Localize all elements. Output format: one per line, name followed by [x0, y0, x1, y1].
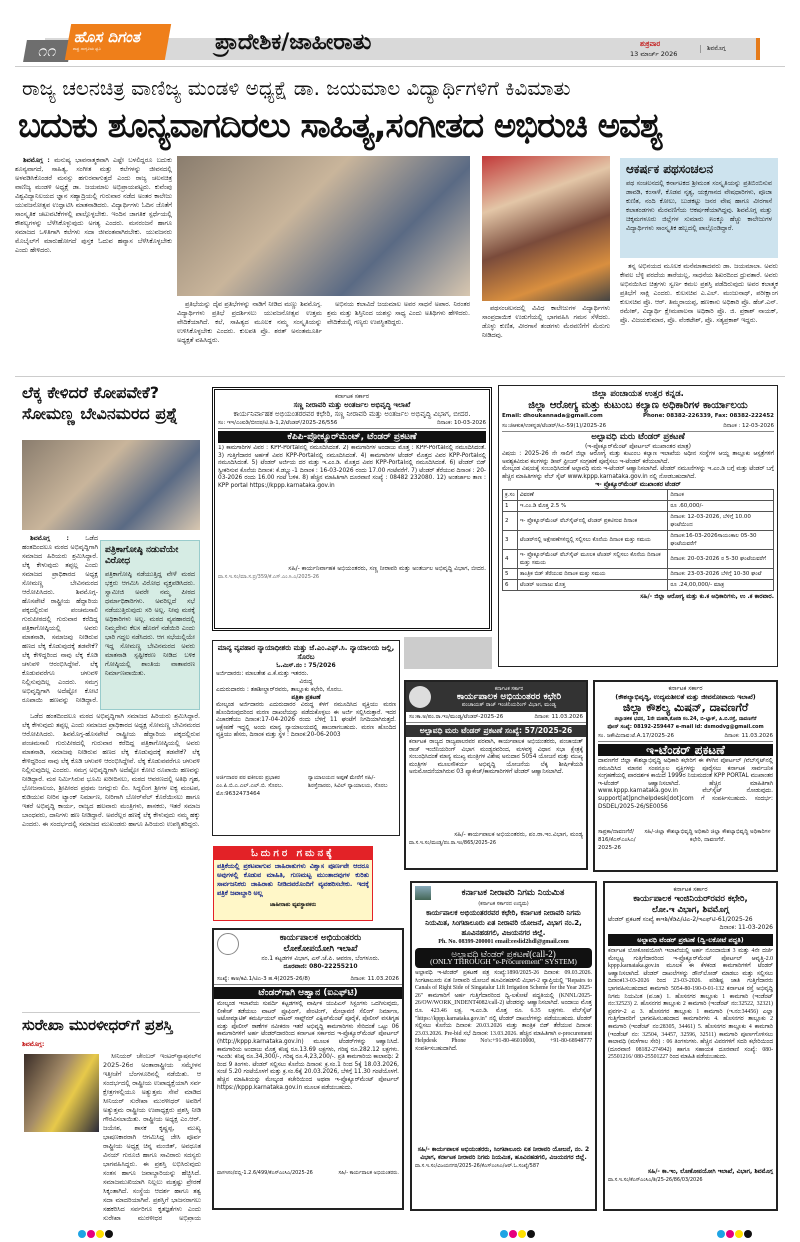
story3-headline: ಸುರೇಖಾ ಮುರಳೀಧರ್‌ಗೆ ಪ್ರಶಸ್ತಿ [22, 1016, 173, 1034]
ad-title: ಅಲ್ಪಾವಧಿ ಮರು ಟೆಂಡರ್ ಪ್ರಕಟಣೆ [591, 432, 685, 442]
table-row: 3 ಟೆಂಡರ್‌ನಲ್ಲಿ ಅಕ್ಷೇಪಣೆಗಳಿದ್ದಲ್ಲಿ ಸಲ್ಲಿಸಲು ಕೊನೆಯ ದಿನಾಂಕ ಮತ್ತು ಸಮಯ ದಿನಾಂಕ:16-03-2026ಸಾಯಂಕಾಲ 05-30 ಘಂಟೆಯವರೆಗೆ [503, 531, 774, 550]
karnataka-emblem-icon [217, 933, 239, 955]
ad-body: ದಾವಣಗೆರೆ ಜಿಲ್ಲಾ ಕೌಶಲ್ಯಾಭಿವೃದ್ಧಿ ಅಧಿಕಾರಿ ಕಛೇರಿಗೆ ಈ ಕೆಳಗಿನ ಪೋರ್ಟಲ್ /ವೆಬ್‌ಸೈಟ್‌ನಲ್ಲಿ ನಮೂದಿಸಿದ ಮಾನವ ಸಂಪನ್ಮೂಲ ವ್ಯಕ್ತಿಗಳನ್ನು ಪೂರೈಸಲು ಕರ್ನಾಟಕ ಸಾರ್ವಜನಿಕ ಸಂಗ್ರಹಣೆಯಲ್ಲಿ ಪಾರದರ್ಶಕ ಕಾಯಿದೆ 1999ರ ನಿಯಮದಂತೆ KPP PORTAL ಮುಖಾಂತರ ಇ-ಟೆಂಡರ್ ಆಹ್ವಾನಿಸಲಾಗಿದೆ. ಹೆಚ್ಚಿನ ಮಾಹಿತಿಗಾಗಿ www.kppp.karnataka.gov.in ವೆಬ್‌ಸೈಟ್ ನೋಡುವುದು. support[at]pnchelpdesk[dot]com ಗೆ ಸಂಪರ್ಕಿಸಬಹುದು. ಸಂದರ್ಭ: DSDEL/2025-26/SE0056 [598, 758, 773, 810]
ad-signature: ಸಹಿ/- ಕಾ.ಇಂ, ಲೋಕೋಪಯೋಗಿ ಇಲಾಖೆ, ವಿಭಾಗ, ಶಿವಮೊಗ್ಗ [647, 1168, 773, 1175]
lead-caption-3: ಪಥಸಂಚಲನದಲ್ಲಿ ವಿವಿಧ ಕಾಲೇಜುಗಳ ವಿದ್ಯಾರ್ಥಿಗಳು ಸಾಂಪ್ರದಾಯಿಕ ಉಡುಗೆಯಲ್ಲಿ ಭಾಗವಹಿಸಿ ಗಮನ ಸೆಳೆದರು. ಡೊಳ್ಳು ಕುಣಿತ, ವೀರಗಾಸೆ ತಂಡಗಳು ಮೆರವಣಿಗೆಗೆ ಮೆರುಗು ನೀಡಿದವು. [482, 304, 610, 339]
sidebar-box-title: ಪತ್ರಿಕಾಗೋಷ್ಠಿ ನಡುವೆಯೇ ವಿರೋಧ [105, 545, 179, 566]
ad-gov: ಕರ್ನಾಟಕ ಸರ್ಕಾರ [673, 886, 708, 893]
ad-subtitle: (ಇ-ಪ್ರೊಕ್ಯೂರ್‌ಮೆಂಟ್ ಪೋರ್ಟಲ್ ಮುಖಾಂತರ ಮಾತ್ರ) [584, 443, 692, 450]
lead-body [15, 156, 172, 370]
sidebar-box-body: ಪತ್ರಿಕಾಗೋಷ್ಠಿ ನಡೆಯುತ್ತಿದ್ದ ವೇಳೆ ಮಠದ ಭಕ್ತರು ಆಗಮಿಸಿ ವಿರೋಧ ವ್ಯಕ್ತಪಡಿಸಿದರು. ಸ್ವಾಮೀಜಿ ಅವರೇ ನಮ್ಮ ಪೀಠದ ಧರ್ಮಾಧಿಕಾರಿಗಳು. ಅವರಿಲ್ಲದೆ ಸಭೆ ನಡೆಯುತ್ತಿರುವುದು ಸರಿ ಅಲ್ಲ. ನೀವು ಮಠಕ್ಕೆ ಅಧಿಕಾರಿಗಳು ಅಲ್ಲ. ಮಠದ ವ್ಯವಹಾರದಲ್ಲಿ ನಿಮ್ಮದೇನು ಕೆಲಸ ಹೊರಗೆ ನಡೆಯಿರಿ ಎಂದು ಭಾರಿ ಗದ್ದಲ ನಡೆಸಿದರು. ಆಗ ಸಭೆಯಲ್ಲಿಯೇ ಇದ್ದ ಸೋಮಣ್ಣ ಬೇವಿನಮರದ ಅವರು ಮಾತನಾಡಿ ಸ್ಪಷ್ಟೀಕರಣ ನೀಡಿದ ಬಳಿಕ ಗೋಷ್ಠಿಯಲ್ಲಿ ಶಾಂತಿಯ ವಾತಾವರಣ ನಿರ್ಮಾಣವಾಯಿತು. [105, 570, 195, 677]
lead-photo-procession [482, 156, 610, 301]
ad-org: ಕರ್ನಾಟಕ ನೀರಾವರಿ ನಿಗಮ ನಿಯಮಿತ [461, 887, 565, 898]
ad-office: ಕಾರ್ಯನಿರ್ವಾಹಕ ಅಭಿಯಂತರರವರ ಕಛೇರಿ, ಸಣ್ಣ ನೀರಾವರಿ ಮತ್ತು ಅಂತರ್ಜಲ ಅಭಿವೃದ್ಧಿ ವಿಭಾಗ, ಬೀದರ. [233, 410, 471, 418]
ad-body: ಕರ್ನಾಟಕ ರಾಜ್ಯದ ರಾಜ್ಯಪಾಲರವರ ಪರವಾಗಿ, ಕಾರ್ಯಪಾಲಕ ಅಭಿಯಂತರರು, ಪಂಚಾಯತ್ ರಾಜ್ ಇಂಜಿನಿಯರಿಂಗ್ ವಿಭಾಗ ಮಂಡ್ಯರವರಿಂದ, ಮಳವಳ್ಳಿ ವಿಧಾನ ಸಭಾ ಕ್ಷೇತ್ರಕ್ಕೆ ಸಂಬಂಧಿಸಿದಂತೆ ಮಾನ್ಯ ಮುಖ್ಯ ಮಂತ್ರಿಗಳ ವಿಶೇಷ ಅನುದಾನ 5054 ಯೋಜನೆ ಮತ್ತು ಮುಖ್ಯ ಮಂತ್ರಿಗಳ ಮೂಲಸೌಕರ್ಯ ಅಭಿವೃದ್ಧಿ ಯೋಜನೆಯ ಲೆಕ್ಕ ಶೀರ್ಷಿಕೆಯಡಿ ಅನುಮೋದನೆಯಾಗಿರುವ 03 ಪ್ಯಾಕೇಜ್/ಕಾಮಗಾರಿಗಳಿಗೆ ಟೆಂಡರ್ ಆಹ್ವಾನಿಸಲಾಗಿದೆ. [409, 739, 583, 776]
ad-body: ಮೇಲ್ಕಂಡ ಅರ್ಜಿದಾರರು ಎದುರುದಾರರ ವಿರುದ್ಧ ಕೆಳಗೆ ನಮೂದಿಸಿದ ವ್ಯಕ್ತಿಯು ಮರಣ ಹೊಂದಿರುವುದರಿಂದ ಮರಣ ದಾಖಲೆಯನ್ನು ಪಡೆದುಕೊಳ್ಳಲು ಈ ಅರ್ಜಿ ಸಲ್ಲಿಸಿರುತ್ತಾರೆ. ಇದರ ವಿಚಾರಣೆಯು ದಿನಾಂಕ:17-04-2026 ರಂದು ಬೆಳಿಗ್ಗೆ 11 ಘಂಟೆಗೆ ನಿಗದಿಯಾಗಿರುತ್ತದೆ. ಆಕ್ಷೇಪಣೆ ಇದ್ದಲ್ಲಿ ಅಂದು ಮಾನ್ಯ ನ್ಯಾಯಾಲಯದಲ್ಲಿ ಹಾಜರಾಗಬಹುದು. ಮರಣ ಹೊಂದಿದ ವ್ಯಕ್ತಿಯು ಹೆಸರು, ದಿನಾಂಕ ಮತ್ತು ಸ್ಥಳ : ದಿನಾಂಕ:20-06-2003 [216, 702, 396, 739]
ad-footer: ವಾ.ಸ.ಇ.ಸಂ/ಕೆಎಸ್ಎಂಸಿಎ/ಶಿ/25-26/86/03/2026 [608, 1177, 703, 1183]
ad-banner: ಕೆಪಿಪಿ-ಪ್ರೋಕ್ಯೂರ್‌ಮೆಂಟ್, ಟೆಂಡರ್ ಪ್ರಕಟಣೆ [218, 431, 486, 443]
ad-office: ಜಿಲ್ಲಾ ಕೌಶಲ್ಯ ಮಿಷನ್, ದಾವಣಗೆರೆ [622, 701, 749, 714]
ad-contact: Ph. No. 08399-200001 email:eeslid2hdl@gmail.com [438, 939, 569, 945]
divider [15, 66, 785, 67]
ad-uttarakannada-tender [498, 385, 778, 667]
ad-ref: ಸಂಖ್ಯೆ: ಕಾಅ/ಕವಿ.1/ಟಿಎ-3 ಹ.4(2025-26/8) [217, 976, 310, 982]
story3-lead [22, 1040, 202, 1052]
ad-subject: ವಿಷಯ : 2025-26 ನೇ ಸಾಲಿಗೆ ಜಿಲ್ಲಾ ಆರೋಗ್ಯ ಮತ್ತು ಕುಟುಂಬ ಕಲ್ಯಾಣ ಇಲಾಖೆಯ ಅಧೀನ ಸಂಸ್ಥೆಗಳ ಆಯ್ದ ತಾಲ್ಲೂಕು ಆಸ್ಪತ್ರೆಗಳಿಗೆ ಅವಶ್ಯಕವಿರುವ ಕಲಗಳನ್ನು ಡೀಪ್ ಫ್ರೀಜರ್ ಸಂಗ್ರಹಣೆ ಪೂರೈಸಲು ಇ-ಟೆಂಡರ್ ಕರೆಯಲಾಗಿದೆ. [502, 451, 774, 465]
ad-signature: ಸಹಿ/- ಜಿಲ್ಲಾ ಆರೋಗ್ಯ ಮತ್ತು ಕು.ಕ ಅಧಿಕಾರಿಗಳು, ಉ .ಕ ಕಾರವಾರ. [640, 593, 774, 601]
divider [15, 376, 785, 377]
ad-pwd-bengaluru-tender [212, 928, 404, 1210]
notice-signature: ಜಾಹೀರಾತು ವ್ಯವಸ್ಥಾಪಕರು [269, 902, 317, 908]
blank-ad-space [404, 637, 492, 669]
lead-body-text: ಮನುಷ್ಯ ಭಾವನಾತ್ಮಕವಾಗಿ ಎಷ್ಟೇ ಬಳಲಿದ್ದರೂ ಬದುಕು ಶೂನ್ಯವಾಗದೆ, ಸಾಹಿತ್ಯ, ಸಂಗೀತ ಮತ್ತು ಕಲೆಗಳನ್ನು ಜೀವನದಲ್ಲಿ ಅಳವಡಿಸಿಕೊಂಡರೆ ಮನಸ್ಸು ಹಗುರವಾಗುತ್ತದೆ ಎಂದು ರಾಜ್ಯ ಚಲನಚಿತ್ರ ವಾಣಿಜ್ಯ ಮಂಡಳಿ ಅಧ್ಯಕ್ಷೆ ಡಾ. ಜಯಮಾಲ ಅಭಿಪ್ರಾಯಪಟ್ಟರು. ಕುವೆಂಪು ವಿಶ್ವವಿದ್ಯಾನಿಲಯದ ಜ್ಞಾನ ಸಹ್ಯಾದ್ರಿಯಲ್ಲಿ ಗುರುವಾರ ನಡೆದ ಅಂತರ ಕಾಲೇಜು ಯುವಜನೋತ್ಸವ ಉದ್ಘಾಟಿಸಿ ಮಾತನಾಡಿದರು. ವಿದ್ಯಾರ್ಥಿಗಳು ಓದಿನ ಜೊತೆಗೆ ಸಾಂಸ್ಕೃತಿಕ ಚಟುವಟಿಕೆಗಳಲ್ಲಿ ಪಾಲ್ಗೊಳ್ಳಬೇಕು. ಇಂದಿನ ಜಾಗತಿಕ ಸ್ಪರ್ಧೆಯಲ್ಲಿ ಕೌಶಲ್ಯಗಳನ್ನು ಬೆಳೆಸಿಕೊಳ್ಳುವುದು ಅಗತ್ಯ ಎಂದರು. ಮನರಂಜನೆ ಹಾಗೂ ಸಮಾಜದ ಒಳಿತಿಗಾಗಿ ಕಲೆಗಳು ಸದಾ ಜೀವಂತವಾಗಿರಬೇಕು. ಯುವಜನರು ಮೊಬೈಲ್‌ಗೆ ಮಾರುಹೋಗದೆ ಪುಸ್ತಕ ಓದುವ ಹವ್ಯಾಸ ಬೆಳೆಸಿಕೊಳ್ಳಬೇಕು ಎಂದು ಹೇಳಿದರು. [15, 156, 172, 254]
page-number: ೧೧ [23, 40, 72, 62]
table-row: 5 ತಾಂತ್ರಿಕ ಬಿಡ್ ತೆರೆಯುವ ದಿನಾಂಕ ಮತ್ತು ಸಮಯ ದಿನಾಂಕ: 23-03-2026 ಬೆಳಿಗ್ಗೆ 10-30 ಘಂಟೆ [503, 569, 774, 580]
ad-gov: ಕರ್ನಾಟಕ ಸರ್ಕಾರ [494, 686, 524, 692]
lead-continued: ತನ್ನ ಅಭಿನಯದ ಮೂಲಕ ಮನೆಮಾತಾದವರು ಡಾ. ಜಯಮಾಲಾ. ಅವರು ಕೇವಲ ಬೆಳ್ಳಿ ಪರದೆಯ ತಾರೆಯಲ್ಲ, ಸಾಧನೆಯ ಶಿಖರದಿಂದ ಧ್ರುವತಾರೆ. ಅವರು ಅಭಿನಯಿಸಿದ ಚಿತ್ರಗಳು ಸ್ವರ್ಣ ಕಮಲ ಪ್ರಶಸ್ತಿ ಪಡೆದಿರುವುದು ಅವರ ಕಲಾತ್ಮಕ ಪ್ರತಿಭೆಗೆ ಸಾಕ್ಷಿ ಎಂದರು. ಕುಲಸಚಿವ ಎ.ಎಲ್. ಮಂಜುನಾಥ್, ಪರೀಕ್ಷಾಂಗ ಕುಲಸಚಿವ ಪ್ರೊ. ಆರ್. ತಿಮ್ಮರಾಯಪ್ಪ, ಹಣಕಾಸು ಅಧಿಕಾರಿ ಪ್ರೊ. ಹೆಚ್.ಎನ್. ರಮೇಶ್, ವಿದ್ಯಾರ್ಥಿ ಕ್ಷೇಮಪಾಲನಾ ಅಧಿಕಾರಿ ಪ್ರೊ. ಜಿ. ಪ್ರಕಾಶ್ ನಾಯಕ್, ಪ್ರೊ. ವಿಜಯಕುಮಾರ, ಪ್ರೊ. ವೆಂಕಟೇಶ್, ಪ್ರೊ. ಸತ್ಯಪ್ರಕಾಶ್ ಇದ್ದರು. [620, 262, 778, 324]
edition-city: ಶಿವಮೊಗ್ಗ [700, 45, 726, 53]
ad-contact: ಫೋನ್ ಸಂಖ್ಯೆ: 08192-259447 e-mail id: dsmodvg@gmail.com [607, 724, 764, 730]
headline-line: ಲೆಕ್ಕ ಕೇಳಿದರೆ ಕೋಪವೇಕೆ? [22, 383, 160, 402]
ad-ref: ಸಂ. ಜಕೌಮಿದಾವ:ಟೆ.A.17/2025-26 [598, 733, 675, 739]
ad-signature: ಸಹಿ/- ಕಾರ್ಯಪಾಲಕ ಅಭಿಯಂತರರು, ಪಂ.ರಾ.ಇಂ.ವಿಭಾಗ, ಮಂಡ್ಯ [454, 831, 583, 838]
ad-court-notice [212, 640, 400, 836]
ad-title: ಪತ್ರಿಕಾ ಪ್ರಕಟಣೆ [291, 694, 321, 701]
cmyk-registration-marks [500, 1223, 536, 1242]
ad-dept: (ಕೌಶಲ್ಯಾಭಿವೃದ್ಧಿ, ಉದ್ಯಮಶೀಲತೆ ಮತ್ತು ಜೀವನೋಪಾಯ ಇಲಾಖೆ) [615, 693, 756, 701]
ad-phone: ದೂರವಾಣಿ: 080-22255210 [283, 963, 358, 970]
ad-footer: ವಾ.ಸ.ಇ.ಸಂ/ವಿಜಯನಗರ/2025-26/ಕೆಎಸ್ಎಂಸಿಎ/ಆರ್.ಓ.ಸಂಖ್ಯೆ/587 [415, 1163, 540, 1169]
dateline: ಶಿವಮೊಗ್ಗ : [23, 156, 50, 164]
ad-banner: ಟೆಂಡರ್‌ಗಾಗಿ ಆಹ್ವಾನ (ಐಎಫ್‌ಟಿ) [214, 987, 402, 999]
ad-dept: ಲೋಕೋಪಯೋಗಿ ಇಲಾಖೆ [283, 944, 358, 954]
issue-date: 13 ಮಾರ್ಚ್ 2026 [630, 50, 678, 58]
table-row: 6 ಟೆಂಡರ್ ಅಂದಾಜು ಮೊತ್ತ ರೂ .24,00,000/- ಮಾತ್ರ [503, 580, 774, 591]
ad-body: 1) ಕಾಮಗಾರಿಗಳ ವಿವರ : KPP-Portalನಲ್ಲಿ ನಮೂದಿಸಿದಂತೆ. 2) ಕಾಮಗಾರಿಗಳ ಅಂದಾಜು ಮೊತ್ತ : KPP-Portalನಲ್ಲಿ ನಮೂದಿಸಿದಂತೆ. 3) ಗುತ್ತಿಗೆದಾರರ ಅರ್ಹತೆ ವಿವರ KPP-Portalನಲ್ಲಿ ನಮೂದಿಸಿದಂತೆ. 4) ಕಾಮಗಾರಿಗಳ ಟೆಂಡರ್ ಮೊತ್ತದ ವಿವರ KPP-Portalನಲ್ಲಿ ನಮೂದಿಸಿದಂತೆ. 5) ಟೆಂಡರ್ ಅರ್ಜಿಯ ದರ ಮತ್ತು ಇ.ಎಂ.ಡಿ. ಮೊತ್ತದ ವಿವರ KPP-Portalನಲ್ಲಿ ನಮೂದಿಸಿದಂತೆ. 6) ಟೆಂಡರ್ ಬಿಡ್ ಸ್ವೀಕರಿಸುವ ಕೊನೆಯ ದಿನಾಂಕ: ಕೆ.ಡಬ್ಲ್ಯು-1 ದಿನಾಂಕ : 16-03-2026 ರಂದು 17.00 ಗಂಟೆವರೆಗೆ. 7) ಟೆಂಡರ್ ತೆರೆಯುವ ದಿನಾಂಕ : 20-03-2026 ರಂದು 16.00 ಗಂಟೆ ಬಳಿಕ. 8) ಹೆಚ್ಚಿನ ಮಾಹಿತಿಗಾಗಿ ದೂರವಾಣಿ ಸಂಖ್ಯೆ : 08482 232080. 12) ಅಂತರ್ಜಾಲ ತಾಣ : KPP portal https://kppp.karnataka.gov.in [218, 445, 486, 489]
ad-date: ದಿನಾಂಕ: 11.03.2026 [534, 714, 583, 720]
knnl-logo-icon [415, 886, 431, 900]
readers-notice [213, 846, 373, 921]
ad-phone: Phone: 08382-226339, Fax: 08382-222452 [642, 413, 774, 419]
ad-office: ಕಾರ್ಯಪಾಲಕ ಅಭಿಯಂತರರವರ ಕಛೇರಿ, ಕರ್ನಾಟಕ ನೀರಾವರಿ ನಿಗಮ ನಿಯಮಿತ, ಸಿಂಗಟಾಲೂರು ಏತ ನೀರಾವರಿ ಯೋಜನೆ, ವಿಭಾಗ ನಂ.2, ಹೂವಿನಹಡಗಲಿ, ವಿಜಯನಗರ ಜಿಲ್ಲೆ. [425, 909, 582, 937]
highlight-box [620, 158, 778, 258]
ad-schedule-table: ಕ್ರ.ಸಂ ವಿವರಣೆ ದಿನಾಂಕ 1 ಇ.ಎಂ.ಡಿ ಮೊತ್ತ 2.5 % ರೂ .60,000/- 2 ಇ- ಪ್ರೊಕ್ಯೂರ್‌ಮೆಂಟ್ ವೆಬ್‌ಸೈಟ್‌ನಲ್ಲಿ ಟೆಂಡರ್ ಪ್ರಕಟಿಸುವ ದಿನಾಂಕ ದಿನಾಂಕ: 12-03-2026, ಬೆಳಿಗ್ಗೆ 10.00 ಘಂಟೆಯಿಂದ 3 ಟೆಂಡರ್‌ನಲ್ಲಿ ಅಕ್ಷೇಪಣೆಗಳಿದ್ದಲ್ಲಿ ಸಲ್ಲಿಸಲು ಕೊನೆಯ ದಿನಾಂಕ ಮತ್ತು ಸಮಯ ದಿನಾಂಕ:16-03-2026ಸಾಯಂಕಾಲ 05-30 ಘಂಟೆಯವರೆಗೆ 4 ಇ- ಪ್ರೊಕ್ಯೂರ್‌ಮೆಂಟ್ ವೆಬ್‌ಸೈಟ್ ಮೂಲಕ ಟೆಂಡರ್ ಸಲ್ಲಿಸಲು ಕೊನೆಯ ದಿನಾಂಕ ಮತ್ತು ಸಮಯ ದಿನಾಂಕ: 20-03-2026 ರ 5-30 ಘಂಟೆಯವರೆಗೆ 5 ತಾಂತ್ರಿಕ ಬಿಡ್ ತೆರೆಯುವ ದಿನಾಂಕ ಮತ್ತು ಸಮಯ ದಿನಾಂಕ: 23-03-2026 ಬೆಳಿಗ್ಗೆ 10-30 ಘಂಟೆ 6 ಟೆಂಡರ್ ಅಂದಾಜು ಮೊತ್ತ ರೂ .24,00,000/- ಮಾತ್ರ [502, 489, 774, 591]
ad-date: ದಿನಾಂಕ : 12-03-2026 [723, 423, 774, 429]
ad-respondent: ಎದುರುದಾರರು : ತಹಶೀಲ್ದಾರ್‌ರವರು, ತಾಲ್ಲೂಕು ಕಛೇರಿ, ಸೊರಬ. [216, 686, 343, 693]
notice-title: ಓದುಗರ ಗಮನಕ್ಕೆ [214, 847, 372, 860]
ad-ref: ಸಂ:ಕಾ.ಅ/ಪಂ.ರಾ.ಇಂ/ಮಂಡ್ಯ/ಟೆಂಡರ್-2025-26 [409, 714, 504, 720]
story2-body-text: ಒಡೆದ ಹಂತದಿಂದಲೂ ಮಠದ ಅಭಿವೃದ್ಧಿಗಾಗಿ ಸಮಾಜದ ಹಿರಿಯರು ಶ್ರಮಿಸಿದ್ದಾರೆ. ಲೆಕ್ಕ ಕೇಳುವುದು ತಪ್ಪಲ್ಲ ಎಂದು ಸಮಾಜದ ಪ್ರಾಧಿಕಾರದ ಅಧ್ಯಕ್ಷ ಸೋಮಣ್ಣ ಬೇವಿನಮರದ ಆರೋಪಿಸಿದರು. ಶಿವಮೊಗ್ಗ-ಹೊಸಪೇಟೆ ರಾಷ್ಟ್ರೀಯ ಹೆದ್ದಾರಿಯ ಪಕ್ಕದಲ್ಲಿರುವ ಪಂಚಮಸಾಲಿ ಗುರುಪೀಠದಲ್ಲಿ ಗುರುವಾರ ಕರೆದಿದ್ದ ಪತ್ರಿಕಾಗೋಷ್ಠಿಯಲ್ಲಿ ಅವರು ಮಾತನಾಡಿ, ಸಮಾಜವು ನೀಡಿರುವ ಹಣದ ಲೆಕ್ಕ ಕೊಡುವುದಕ್ಕೆ ತಡವೇಕೆ? ಲೆಕ್ಕ ಕೇಳಿದ್ದರಿಂದ ನಾವು ಲೆಕ್ಕ ಕೊಡಿ ಚಳುವಳಿ ಆರಂಭಿಸಿದ್ದೇವೆ. ಲೆಕ್ಕ ಕೊಡುವವರೆಗೂ ಚಳುವಳಿ ನಿಲ್ಲಿಸುವುದಿಲ್ಲ ಎಂದರು. ಸಮಗ್ರ ಅಭಿವೃದ್ಧಿಗಾಗಿ ಅದೆಷ್ಟೋ ಕೋಟಿ ರೂಪಾಯಿ ಹಣವನ್ನು ನೀಡಿದ್ದಾರೆ. [22, 534, 98, 704]
ad-court-order: ನ್ಯಾಯಾಲಯದ ಅಪ್ಪಣೆ ಮೇರೆಗೆ ಸಹಿ/- ಶಿರಸ್ತೆದಾರರು, ಸಿವಿಲ್ ನ್ಯಾಯಾಲಯ, ಸೊರಬ [308, 775, 388, 789]
ad-versus: ವಿರುದ್ಧ [299, 678, 313, 685]
ad-court-name: ಮಾನ್ಯ ವ್ಯವಹಾರ ನ್ಯಾಯಾಧೀಶರು ಮತ್ತು ಜೆ.ಎಂ.ಎಫ್.ಸಿ. ನ್ಯಾಯಾಲಯ ಜಲ್ಲಿ, ಸೊರಬ [217, 644, 395, 661]
ad-signature: ಸಹಿ/- ಕಾರ್ಯಪಾಲಕ ಅಭಿಯಂತರರು, ಸಿಂಗಟಾಲೂರು ಏತ ನೀರಾವರಿ ಯೋಜನೆ, ನಂ. 2 ವಿಭಾಗ, ಕರ್ನಾಟಕ ನೀರಾವರಿ ನಿಗಮ ನಿಯಮಿತ, ಹೂವಿನಹಡಗಲಿ, ವಿಜಯನಗರ ಜಿಲ್ಲೆ. [417, 1146, 590, 1161]
ad-address: ನಂ.1 ಕಟ್ಟಡಗಳ ವಿಭಾಗ, ಎಸ್.ಜೆ.ಪಿ. ಆವರಣ, ಬೆಂಗಳೂರು. [261, 955, 380, 962]
dateline: ಶಿವಮೊಗ್ಗ : [30, 534, 69, 542]
karnataka-emblem-icon [409, 686, 431, 708]
ad-case-number: ಓ.ಮಿಸ್.ನಂ : 75/2026 [276, 662, 336, 669]
lead-photo-dignitaries [177, 156, 470, 296]
story2-body-col [22, 534, 98, 706]
issue-day: ಶುಕ್ರವಾರ [640, 40, 661, 48]
ad-body: ಅಲ್ಪಾವಧಿ ಇ-ಟೆಂಡರ್ ಪ್ರಕಟಣೆ ಪತ್ರ ಸಂಖ್ಯೆ:1890/2025-26 ದಿನಾಂಕ: 09.03.2026. ಸಿಂಗಟಾಲೂರು ಏತ ನೀರಾವರಿ ಯೋಜನೆ ಹೂವಿನಹಡಗಲಿ ವಿಭಾಗ-2 ವ್ಯಾಪ್ತಿಯಲ್ಲಿ "Repairs to Canals of Right Side of Singatalur Lift Irrigation Scheme for the Year 2025-26" ಕಾಮಗಾರಿಗೆ ಅರ್ಹ ಗುತ್ತಿಗೆದಾರರಿಂದ ದ್ವಿ-ಲಕೋಟೆ ಪದ್ಧತಿಯಲ್ಲಿ (KNNL/2025-26/OW/WORK_INDENT4082/call-2) ಟೆಂಡರನ್ನು ಆಹ್ವಾನಿಸಲಾಗಿದೆ. ಅಂದಾಜು ಮೊತ್ತ ರೂ. 423.46 ಲಕ್ಷ. ಇ.ಎಂ.ಡಿ. ಮೊತ್ತ ರೂ. 6.35 ಲಕ್ಷಗಳು. ವೆಬ್‌ಸೈಟ್ "https://kppp.karnataka.gov.in" ನಲ್ಲಿ ಟೆಂಡರ್ ದಾಖಲೆಗಳನ್ನು ಪಡೆಯಬಹುದು. ಟೆಂಡರ್ ಸಲ್ಲಿಸಲು ಕೊನೆಯ ದಿನಾಂಕ: 20.03.2026 ಮತ್ತು ತಾಂತ್ರಿಕ ಬಿಡ್ ತೆರೆಯುವ ದಿನಾಂಕ: 23.03.2026. Pre-bid ಸಭೆ ದಿನಾಂಕ: 13.03.2026. ಹೆಚ್ಚಿನ ಮಾಹಿತಿಗಾಗಿ e-procurement Helpdesk Phone No's:+91-80-46010000, +91-80-68948777 ಸಂಪರ್ಕಿಸಬಹುದಾಗಿದೆ. [415, 970, 592, 1052]
notice-body: ಪತ್ರಿಕೆಯಲ್ಲಿ ಪ್ರಕಟವಾಗುವ ಜಾಹಿರಾತುಗಳು ವಿಶ್ವಾಸ ಪೂರ್ಣವೇ ಆದರೂ ಅವುಗಳಲ್ಲಿ ಕೊಡುವ ಮಾಹಿತಿ, ಗುಣಮಟ್ಟ ಮುಂತಾದವುಗಳ ಕುರಿತು ಸಾರ್ವಜನಿಕರು ಜಾಹಿರಾತು ನೀಡಿದವರೊಂದಿಗೆ ವ್ಯವಹರಿಸಬೇಕು. ಇದಕ್ಕೆ ಪತ್ರಿಕೆ ಜವಾಬ್ದಾರಿ ಅಲ್ಲ [217, 862, 369, 897]
story2-sidebar-box [100, 540, 200, 710]
table-row: 1 ಇ.ಎಂ.ಡಿ ಮೊತ್ತ 2.5 % ರೂ .60,000/- [503, 501, 774, 512]
ad-knnl-tender [410, 881, 597, 1211]
ad-pwd-shivamogga-tender [603, 881, 778, 1211]
logo-text: ಹೊಸ ದಿಗಂತ [73, 28, 143, 46]
story2-photo [22, 440, 200, 530]
section-title: ಪ್ರಾದೇಶಿಕ/ಜಾಹೀರಾತು [215, 30, 372, 55]
ad-footer: ವಾಸಇಸಂ/ಪಬ್ಲಿ-1.2.6/499/ಕೆಎಸ್ಎಂಸಿಎ/2025-26 [217, 1170, 313, 1176]
story2-headline [22, 382, 207, 424]
lead-kicker: ರಾಜ್ಯ ಚಲನಚಿತ್ರ ವಾಣಿಜ್ಯ ಮಂಡಳಿ ಅಧ್ಯಕ್ಷೆ ಡಾ. ಜಯಮಾಲ ವಿದ್ಯಾರ್ಥಿಗಳಿಗೆ ಕಿವಿಮಾತು [22, 76, 571, 100]
ad-davanagere-tender [593, 680, 778, 872]
ad-gov: ಕರ್ನಾಟಕ ಸರ್ಕಾರ [668, 685, 703, 692]
ad-office: ಕಾರ್ಯಪಾಲಕ ಅಭಿಯಂತರರ ಕಛೇರಿ [456, 692, 562, 702]
ad-ref: ಸಂ: ಇಇ/ಎಂಐಡಿ/ಬೀದರ/ಟಿ.ಡಿ-1,2/ಟೆಂಡರ್/2025-26/556 [218, 420, 338, 426]
ad-date: ದಿನಾಂಕ: 10-03-2026 [436, 420, 486, 426]
ad-table-title: ಇ- ಪ್ರೊಕ್ಯೂರ್‌ಮೆಂಟ್ ಮುಖಾಂತರ ಟೆಂಡರ್ [595, 481, 681, 489]
ad-mandya-tender [404, 680, 588, 870]
ad-signature: ಸಹಿ/-ಜಿಲ್ಲಾ ಕೌಶಲ್ಯಾಭಿವೃದ್ಧಿ ಅಧಿಕಾರಿ ಜಿಲ್ಲಾ ಕೌಶಲ್ಯಾಭಿವೃದ್ಧಿ ಅಧಿಕಾರಿಗಳ ಕಛೇರಿ, ದಾವಣಗೆರೆ. [644, 829, 771, 843]
ad-date: ದಿನಾಂಕ: 11-03-2026 [719, 924, 773, 931]
ad-date: ದಿನಾಂಕ: 11.03.2026 [724, 733, 773, 739]
ad-office: ಕಾರ್ಯಪಾಲಕ ಅಭಿಯಂತರರು [279, 933, 362, 943]
ad-dept: ಪಂಚಾಯತ್ ರಾಜ್ ಇಂಜಿನಿಯರಿಂಗ್ ವಿಭಾಗ, ಮಂಡ್ಯ [461, 702, 557, 708]
newspaper-logo [65, 24, 171, 60]
ad-footer: ಸಾಪ್ರಕಾ/ದಾವಣಗೆರೆ/ 816/ಕೆಎಸ್ಎಂಸಿಎ/ 2025-26 [598, 829, 636, 851]
dateline: ಶಿವಮೊಗ್ಗ: [22, 1040, 45, 1048]
ad-banner: ಇ-ಟೆಂಡರ್ ಪ್ರಕಟಣೆ [598, 744, 773, 756]
table-row: 2 ಇ- ಪ್ರೊಕ್ಯೂರ್‌ಮೆಂಟ್ ವೆಬ್‌ಸೈಟ್‌ನಲ್ಲಿ ಟೆಂಡರ್ ಪ್ರಕಟಿಸುವ ದಿನಾಂಕ ದಿನಾಂಕ: 12-03-2026, ಬೆಳಿಗ್ಗೆ 10.00 ಘಂಟೆಯಿಂದ [503, 512, 774, 531]
table-row: 4 ಇ- ಪ್ರೊಕ್ಯೂರ್‌ಮೆಂಟ್ ವೆಬ್‌ಸೈಟ್ ಮೂಲಕ ಟೆಂಡರ್ ಸಲ್ಲಿಸಲು ಕೊನೆಯ ದಿನಾಂಕ ಮತ್ತು ಸಮಯ ದಿನಾಂಕ: 20-03-2026 ರ 5-30 ಘಂಟೆಯವರೆಗೆ [503, 550, 774, 569]
ad-plaintiff: ಅರ್ಜಿದಾರರು: ಮಾಲತೇಶ ಎ.ಕೆ.ಮತ್ತು ಇತರರು. [216, 670, 309, 677]
highlight-box-body: ಪಥ ಸಂಚಲನದಲ್ಲಿ ಕರ್ನಾಟಕದ ಶ್ರೀಮಂತ ಸಂಸ್ಕೃತಿಯನ್ನು ಪ್ರತಿಬಿಂಬಿಸುವ ಡಾವಡಿ, ಕಂಸಾಳೆ, ಕೊಡವ ನೃತ್ಯ, ಯಕ್ಷಗಾನದ ವೇಷಧಾರಿಗಳು, ಪೂಜಾ ಕುಣಿತ, ನಂದಿ ಕೋಲು, ಬುಡಕಟ್ಟು ಜನರ ವೇಷ ಹಾಗೂ ವೀರಗಾಸೆ ಕಲಾತಂಡಗಳು ಮೆರವಣಿಗೆಯ ಆಕರ್ಷಣೆಯಾಗಿದ್ದವು. ಶಿವಮೊಗ್ಗ ಮತ್ತು ಚಿಕ್ಕಮಗಳೂರು ಜಿಲ್ಲೆಗಳ ಸುಮಾರು ೫೦ಕ್ಕೂ ಹೆಚ್ಚು ಕಾಲೇಜುಗಳ ವಿದ್ಯಾರ್ಥಿಗಳು ಸಾಂಸ್ಕೃತಿಕ ಹಬ್ಬದಲ್ಲಿ ಪಾಲ್ಗೊಂಡಿದ್ದಾರೆ. [626, 179, 772, 232]
ad-bidar-tender [212, 387, 492, 631]
headline-line: ಸೋಮಣ್ಣ ಬೇವಿನಮರದ ಪ್ರಶ್ನೆ [22, 404, 178, 423]
ad-body: ಮೇಲ್ಕಂಡ ಇಲಾಖೆಯ ಸುಪರ್ದಿ ಕಟ್ಟಡಗಳಲ್ಲಿ ವಾರ್ಷಿಕ ಯುಪಿಎಸ್ ಸಿಸ್ಟಂಗಳು ಒದಗಿಸುವುದು, ಲೀಕೇಜ್ ತಡೆಯಲು ವಾಟರ್ ಪ್ರೂಫಿಂಗ್, ಪೇಂಟಿಂಗ್, ಮೇಲ್ಛಾವಣಿ ಸೆಲಿಂಗ್ ನಿರ್ಮಾಣ, ಅಟೋಮ್ಯಾಟಿಕ್ ಕಮರ್ಷಿಯಲ್ ವಾಟರ್ ಸಾಫ್ಟ್‌ನರ್ ಎಕ್ವಿಪ್‌ಮೆಂಟ್ ಪೂರೈಕೆ, ಪೊಲೀಸ್ ವಸತಿಗೃಹ ಮತ್ತು ಪೊಲೀಸ್ ಠಾಣೆಗಳ ನವೀಕರಣ ಇತರೆ ಅಭಿವೃದ್ಧಿ ಕಾಮಗಾರಿಗಳು ಸೇರಿದಂತೆ ಒಟ್ಟು 06 ಕಾಮಗಾರಿಗಳಿಗೆ ಅರ್ಹ ಟೆಂಡರ್‌ದಾರರಿಂದ ಕರ್ನಾಟಕ ಸರ್ಕಾರದ ಇ-ಪ್ರೊಕ್ಯೂರ್‌ಮೆಂಟ್ ಪೋರ್ಟಲ್ (http://kppp.karnataka.gov.in) ಮೂಲಕ ಟೆಂಡರ್‌ಗಳನ್ನು ಆಹ್ವಾನಿಸಿದೆ. ಕಾಮಗಾರಿಯ ಅಂದಾಜು ಮೊತ್ತ ಕನಿಷ್ಠ ರೂ.13.69 ಲಕ್ಷಗಳು, ಗರಿಷ್ಠ ರೂ.282.12 ಲಕ್ಷಗಳು. ಇಎಂಡಿ: ಕನಿಷ್ಠ ರೂ.34,300/-, ಗರಿಷ್ಠ ರೂ.4,23,200/-. ಪ್ರತಿ ಕಾಮಗಾರಿಯ ಕಾಲಾವಧಿ: 2 ರಿಂದ 9 ತಿಂಗಳು. ಟೆಂಡರ್ ಸಲ್ಲಿಸಲು ಕೊನೆಯ ದಿನಾಂಕ: ಕ್ರ.ಸಂ.1 ರಿಂದ 5ಕ್ಕೆ 18.03.2026, ಸಂಜೆ 5.20 ಗಂಟೆಯೊಳಗೆ ಮತ್ತು ಕ್ರ.ಸಂ.6ಕ್ಕೆ 20.03.2026, ಬೆಳಿಗ್ಗೆ 11.30 ಗಂಟೆಯೊಳಗೆ. ಹೆಚ್ಚಿನ ಮಾಹಿತಿಯನ್ನು ಮೇಲ್ಕಂಡ ಕಚೇರಿಯಿಂದ ಅಥವಾ ಇ-ಪ್ರೊಕ್ಯೂರ್‌ಮೆಂಟ್ ಪೋರ್ಟಲ್ https://kppp.karnataka.gov.in ಮೂಲಕ ಪಡೆಯಬಹುದು. [217, 1001, 399, 1091]
story3-photo [24, 1054, 99, 1132]
lead-caption-2: ಅಭಿನಯ ಕಲಾವಿದೆ ಜಯಮಾಲ ಅವರ ಸಾಧನೆ ಅಪಾರ. ನಿರಂತರ ಶ್ರಮ ಮತ್ತು ಶಿಸ್ತಿನಿಂದ ಯಶಸ್ಸು ಸಾಧ್ಯ ಎಂದು ಅತಿಥಿಗಳು ಹೇಳಿದರು. ವೇದಿಕೆಯಲ್ಲಿ ಗಣ್ಯರು ಉಪಸ್ಥಿತರಿದ್ದರು. [327, 300, 470, 326]
ad-footer: ವಾ.ಸ.ಇ.ಸಂ/ಮಾ.ಸ.ಪ್ರ/359/ಕೆ.ಎಸ್.ಎಂ.ಸಿ.ಎ/2025-26 [218, 574, 320, 580]
ad-ref: ಸಂ:ಜಿಆಕುಕ/ಉಕನ್ನಡ/ಟೆಂಡರ್/ಸಿಎ-59(1)/2025-26 [502, 423, 607, 429]
ad-email: Email: dhoukannada@gmail.com [502, 413, 603, 419]
ad-banner: ಅಲ್ಪಾವಧಿ ಟೆಂಡರ್ ಪ್ರಕಟಣೆ (ದ್ವಿ-ಲಕೋಟೆ ಪದ್ಧತಿ) [608, 934, 773, 946]
logo-tagline: ರಾಷ್ಟ್ರ ಜಾಗೃತಿಯ ಧ್ವನಿ [72, 46, 102, 51]
divider [22, 1012, 200, 1013]
story3-body: ಸೀನಿಯರ್ ಚೇಂಬರ್ ಇಂಟರ್‌ನ್ಯಾಷನಲ್‌ನ 2025-26ರ ಅಂತಾರಾಷ್ಟ್ರೀಯ ಸಮ್ಮೇಳನ ಇತ್ತೀಚೆಗೆ ಬೆಂಗಳೂರಿನಲ್ಲಿ ನಡೆಯಿತು. ಆ ಸಂದರ್ಭದಲ್ಲಿ ರಾಷ್ಟ್ರೀಯ ಉಪಾಧ್ಯಕ್ಷೆಯಾಗಿ ಸರ್ವ ಕ್ಷೇತ್ರಗಳಲ್ಲಿಯೂ ಅತ್ಯುತ್ತಮ ಸೇವೆ ಮಾಡಿದ ಸೀನಿಯರ್ ಸುರೇಖಾ ಮುರಳೀಧರ್ ಅವರಿಗೆ ಅತ್ಯುತ್ತಮ ರಾಷ್ಟ್ರೀಯ ಉಪಾಧ್ಯಕ್ಷರು ಪ್ರಶಸ್ತಿ ನೀಡಿ ಗೌರವಿಸಲಾಯಿತು. ರಾಷ್ಟ್ರೀಯ ಅಧ್ಯಕ್ಷ ಎಂ.ಆರ್. ಜಯೇಶ, ಶಾಸಕ ಕೃಷ್ಣಪ್ಪ, ಮುಖ್ಯ ಭಾಷಣಕಾರರಾಗಿ ಆಗಮಿಸಿದ್ದ ಜೇಸಿ ಪೂರ್ವ ರಾಷ್ಟ್ರೀಯ ಅಧ್ಯಕ್ಷ ಚಿನ್ನ ಮಂಜಿತ್, ಅವಧೂತ ವಿನಯ್ ಗುರೂಜಿ ಹಾಗೂ ಸಾವಿರಾರು ಸದಸ್ಯರು ಭಾಗವಹಿಸಿದ್ದರು. ಈ ಪ್ರಶಸ್ತಿ ಲಭಿಸಿರುವುದು ಸಂತಸ ಹಾಗೂ ಜವಾಬ್ದಾರಿಯನ್ನು ಹೆಚ್ಚಿಸಿದೆ. ಸಮಾಜಮುಖಿಯಾಗಿ ನಿಲ್ಲಲು ಮತ್ತಷ್ಟು ಪ್ರೇರಣೆ ಸಿಕ್ಕಂತಾಗಿದೆ. ಸಂಸ್ಥೆಯ ಆದರ್ಶ ಹಾಗೂ ತತ್ವ ಸದಾ ಮಾದರಿಯಾಗಿವೆ. ಪ್ರಶಸ್ತಿಗೆ ಭಾಜನರಾಗಲು ಸಹಕರಿಸಿದ ಸರ್ವರಿಗೂ ಕೃತಜ್ಞತೆಗಳು ಎಂದು ಸುರೇಖಾ ಮುರಳೀಧರ ಅಭಿಪ್ರಾಯ [103, 1052, 201, 1222]
ad-banner-subtitle: (ONLY THROUGH "e-Procurement" SYSTEM) [430, 957, 577, 966]
ad-date: ದಿನಾಂಕ: 11.03.2026 [350, 976, 399, 982]
ad-office: ಜಿಲ್ಲಾ ಆರೋಗ್ಯ ಮತ್ತು ಕುಟುಂಬ ಕಲ್ಯಾಣ ಅಧಿಕಾರಿಗಳ ಕಾರ್ಯಾಲಯ [528, 400, 748, 411]
ad-banner: ಅಲ್ಪಾವಧಿ ಟೆಂಡರ್ ಪ್ರಕಟಣೆ(call-2) [451, 949, 556, 959]
ad-advocate: ಅರ್ಜಿದಾರರ ಪರ ವಕೀಲರು ಪ್ರಭಾಕರ ಎಂ.ಪಿ.ಬಿ.ಎ.ಎಲ್.ಎಲ್.ಬಿ. ಸೊರಬ. ಮೊ:9632473464 [216, 775, 284, 797]
ad-dept: ಸಣ್ಣ ನೀರಾವರಿ ಮತ್ತು ಅಂತರ್ಜಲ ಅಭಿವೃದ್ಧಿ ಇಲಾಖೆ [293, 401, 411, 409]
ad-address: ಜಿಲ್ಲಾಡಳಿತ ಭವನ, 1ನೇ ಮಹಡಿ,ಕೊಠಡಿ ಸಂ.24, ಬಿ-ಬ್ಲಾಕ್, ಪಿ.ಬಿ.ರಸ್ತೆ, ದಾವಣಗೆರೆ [614, 716, 757, 722]
ad-office: ಕಾರ್ಯಪಾಲಕ ಇಂಜಿನಿಯರ್‌ರವರ ಕಛೇರಿ, [633, 894, 748, 904]
ad-ref: ಟೆಂಡರ್ ಪ್ರಕಟಣೆ ಸಂಖ್ಯೆ ಕಾಇಶಿ/ಕೆಡಿಪಿ/ಟಿಎ-2/ಇಎಫ್‌ಟಿ-61/2025-26 [608, 916, 753, 923]
ad-signature: ಸಹಿ/- ಕಾರ್ಯಪಾಲಕ ಅಭಿಯಂತರರು. [338, 1170, 399, 1176]
cmyk-registration-marks [717, 1223, 753, 1242]
ad-gov: ಕರ್ನಾಟಕ ಸರ್ಕಾರ [334, 393, 370, 400]
ad-banner: ಅಲ್ಪಾವಧಿ ಮರು ಟೆಂಡರ್ ಪ್ರಕಟಣೆ ಸಂಖ್ಯೆ: 57/2025-26 [406, 725, 586, 737]
highlight-box-title: ಆಕರ್ಷಕ ಪಥಸಂಚಲನ [626, 162, 714, 176]
ad-org: ಜಿಲ್ಲಾ ಪಂಚಾಯತ ಉತ್ತರ ಕನ್ನಡ. [592, 389, 684, 399]
cmyk-registration-marks [78, 1223, 114, 1242]
lead-caption-1: ಪ್ರತಿಭೆಯನ್ನು ದೈವ ಪ್ರತಿಭೆಗಳನ್ನು ನಾಡಿಗೆ ನೀಡಿದ ಮಣ್ಣು ಶಿವಮೊಗ್ಗ. ವಿದ್ಯಾರ್ಥಿಗಳು ಪ್ರತಿಭೆ ಪ್ರದರ್ಶಿಸಲು ಯುವಜನೋತ್ಸವ ಉತ್ತಮ ವೇದಿಕೆಯಾಗಿದೆ. ಕಲೆ, ಸಾಹಿತ್ಯದ ಮೂಲಕ ನಮ್ಮ ಸಂಸ್ಕೃತಿಯನ್ನು ಉಳಿಸಿಕೊಳ್ಳಬೇಕು ಎಂದರು. ಕುಲಪತಿ ಪ್ರೊ. ಶರತ್ ಅನಂತಮೂರ್ತಿ ಅಧ್ಯಕ್ಷತೆ ವಹಿಸಿದ್ದರು. [177, 300, 322, 344]
lead-headline: ಬದುಕು ಶೂನ್ಯವಾಗದಿರಲು ಸಾಹಿತ್ಯ,ಸಂಗೀತದ ಅಭಿರುಚಿ ಅವಶ್ಯ [18, 106, 663, 146]
ad-signature: ಸಹಿ/- ಕಾರ್ಯನಿರ್ವಾಹಕ ಅಭಿಯಂತರರು, ಸಣ್ಣ ನೀರಾವರಿ ಮತ್ತು ಅಂತರ್ಜಲ ಅಭಿವೃದ್ಧಿ ವಿಭಾಗ, ಬೀದರ. [288, 565, 486, 572]
ad-body: ಮೇಲ್ಕಂಡ ವಿಷಯಕ್ಕೆ ಸಂಬಂಧಿಸಿದಂತೆ ಅಲ್ಪಾವಧಿ ಮರು ಇ-ಟೆಂಡರ್ ಆಹ್ವಾನಿಸಲಾಗಿದೆ. ಟೆಂಡರ್ ನಮೂನೆಗಳನ್ನು ಇ.ಎಂ.ಡಿ ಬಗ್ಗೆ ಮತ್ತು ಟೆಂಡರ್ ಬಗ್ಗೆ ಹೆಚ್ಚಿನ ಮಾಹಿತಿಗಳನ್ನು ವೆಬ್ ಸೈಟ್ www.kppp.karnataka.gov.in ನಲ್ಲಿ ನೋಡಬಹುದಾಗಿದೆ. [502, 466, 774, 480]
ad-org-subtitle: (ಕರ್ನಾಟಕ ಸರ್ಕಾರದ ಉದ್ಯಮ) [478, 901, 529, 907]
ad-dept: ಲೋ.ಇ ವಿಭಾಗ, ಶಿವಮೊಗ್ಗ [652, 905, 729, 915]
ad-body: ಕರ್ನಾಟಕ ಲೋಕೋಪಯೋಗಿ ಇಲಾಖೆಯಲ್ಲಿ ಅರ್ಹ ನೊಂದಾಯಿತ 3 ಮತ್ತು 4ನೇ ದರ್ಜೆ ಮೇಲ್ಪಟ್ಟ ಗುತ್ತಿಗೆದಾರರಿಂದ ಇ-ಪ್ರೊಕ್ಯೂರ್‌ಮೆಂಟ್ ಪೋರ್ಟಲ್ ಆವೃತ್ತಿ-2.0 kppp.karnataka.gov.in ಮೂಲಕ ಈ ಕೆಳಕಂಡ ಕಾಮಗಾರಿಗಳಿಗೆ ಟೆಂಡರ್ ಆಹ್ವಾನಿಸಲಾಗಿದೆ. ಟೆಂಡರ್ ದಾಖಲೆಗಳನ್ನು ಡೌನ್‌ಲೋಡ್ ಮಾಡಲು ಮತ್ತು ಸಲ್ಲಿಸಲು ದಿನಾಂಕ13-03-2026 ರಿಂದ 23-03-2026. ಪರಿಶಿಷ್ಟ ಜಾತಿ ಗುತ್ತಿಗೆದಾರರು ಭಾಗವಹಿಸಬಹುದಾದ ಕಾಮಗಾರಿ 5054-80-190-0-01-132 ಕರ್ನಾಟಕ ರಸ್ತೆ ಅಭಿವೃದ್ಧಿ ನಿಗಮ ನಿಯಮಿತ (ಪ.ಜಾ) 1. ಹೊಸನಗರ ತಾಲ್ಲೂಕು 1 ಕಾಮಗಾರಿ (ಇಂಡೆಂಟ್ ನಂ:32523) 2. ಹೊಸನಗರ ತಾಲ್ಲೂಕು 2 ಕಾಮಗಾರಿ (ಇಂಡೆಂಟ್ ನಂ:32522, 32321) ಪ್ರವರ್ಗ-2 ಎ 3. ಹೊಸನಗರ ತಾಲ್ಲೂಕು 1 ಕಾಮಗಾರಿ (ಇ.ನಂ:34456) ಎಲ್ಲಾ ಗುತ್ತಿಗೆದಾರರಿಗೆ ಭಾಗವಹಿಸಬಹುದಾದ ಕಾಮಗಾರಿಗಳು 4. ಹೊಸನಗರ ತಾಲ್ಲೂಕು 2 ಕಾಮಗಾರಿ (ಇಂಡೆಂಟ್ ನಂ:28305, 34461) 5. ಹೊಸನಗರ ತಾಲ್ಲೂಕು 4 ಕಾಮಗಾರಿ (ಇಂಡೆಂಟ್ ನಂ: 32504, 34457, 32596, 32511) ಕಾಮಗಾರಿ ಪೂರ್ಣಗೊಳಿಸಲು ಕಾಲಾವಧಿ (ಮಳೆಗಾಲ ಸೇರಿ) : 06 ತಿಂಗಳುಗಳು. ಹೆಚ್ಚಿನ ವಿವರಗಳಿಗೆ ಸದರಿ ಕಛೇರಿಯಿಂದ (ದೂರವಾಣಿ 08182-274942) ಹಾಗೂ ಸಹಾಯಕ ದೂರವಾಣಿ ಸಂಖ್ಯೆ: 080-25501216/ 080-25501227 ರಿಂದ ಮಾಹಿತಿ ಪಡೆಯಬಹುದು. [608, 948, 773, 1061]
ad-footer: ವಾ.ಸ.ಇ.ಸಂ/ಮಂಡ್ಯ/ಪಂ.ರಾ.ಇಂ/865/2025-26 [409, 840, 497, 846]
story2-body-continued: ಒಡೆದ ಹಂತದಿಂದಲೂ ಮಠದ ಅಭಿವೃದ್ಧಿಗಾಗಿ ಸಮಾಜದ ಹಿರಿಯರು ಶ್ರಮಿಸಿದ್ದಾರೆ. ಲೆಕ್ಕ ಕೇಳುವುದು ತಪ್ಪಲ್ಲ ಎಂದು ಸಮಾಜದ ಪ್ರಾಧಿಕಾರದ ಅಧ್ಯಕ್ಷ ಸೋಮಣ್ಣ ಬೇವಿನಮರದ ಆರೋಪಿಸಿದರು. ಶಿವಮೊಗ್ಗ-ಹೊಸಪೇಟೆ ರಾಷ್ಟ್ರೀಯ ಹೆದ್ದಾರಿಯ ಪಕ್ಕದಲ್ಲಿರುವ ಪಂಚಮಸಾಲಿ ಗುರುಪೀಠದಲ್ಲಿ ಗುರುವಾರ ಕರೆದಿದ್ದ ಪತ್ರಿಕಾಗೋಷ್ಠಿಯಲ್ಲಿ ಅವರು ಮಾತನಾಡಿ, ಸಮಾಜವು ನೀಡಿರುವ ಹಣದ ಲೆಕ್ಕ ಕೊಡುವುದಕ್ಕೆ ತಡವೇಕೆ? ಲೆಕ್ಕ ಕೇಳಿದ್ದರಿಂದ ನಾವು ಲೆಕ್ಕ ಕೊಡಿ ಚಳುವಳಿ ಆರಂಭಿಸಿದ್ದೇವೆ. ಲೆಕ್ಕ ಕೊಡುವವರೆಗೂ ಚಳುವಳಿ ನಿಲ್ಲಿಸುವುದಿಲ್ಲ ಎಂದರು. ಸಮಗ್ರ ಅಭಿವೃದ್ಧಿಗಾಗಿ ಅದೆಷ್ಟೋ ಕೋಟಿ ರೂಪಾಯಿ ಹಣವನ್ನು ನೀಡಿದ್ದಾರೆ. ಮಠ ನಿರ್ಮಿಸಿರುವ ಭೂಮಿ ಖರೀದಿಸಲು, ಮಠದ ಆವರಣದಲ್ಲಿ ಅತಿಥಿ ಗೃಹ, ಭೋಜನಾಲಯ, ಶ್ರೀಪೀಠದ ಪ್ರಥಮ ಜಗದ್ಗುರು ಲಿಂ. ಸಿದ್ದಲಿಂಗ ಶ್ರೀಗಳ ಐಕ್ಯ ಮಂಟಪ, ಕುಡಿಯುವ ನೀರಿನ ಟ್ಯಾಂಕ್ ನಿರ್ಮಾಣ, ನೀರಿಗಾಗಿ ಬೋರ್‌ವೆಲ್ ಕೊರೆಯಿಸಲು ಹಾಗೂ ಇತರೆ ಅಭಿವೃದ್ಧಿ ಕಾರ್ಯ, ರಾಜ್ಯದ ಹಲವಾರು ಮಂತ್ರಿಗಳು, ಶಾಸಕರು, ಇತರೆ ಸಮಾಜ ಬಾಂಧವರು, ದಾನಿಗಳು ಹಣ ನೀಡಿದ್ದಾರೆ. ಅವರೆಲ್ಲರ ಹಣಕ್ಕೆ ಲೆಕ್ಕ ಕೇಳುವುದು ನಮ್ಮ ಹಕ್ಕು ಎಂದರು. ಈ ಸಂದರ್ಭದಲ್ಲಿ ಸಮಾಜದ ಮುಖಂಡರು ಹಾಗೂ ಹಿರಿಯರು ಉಪಸ್ಥಿತರಿದ್ದರು. [22, 712, 200, 828]
